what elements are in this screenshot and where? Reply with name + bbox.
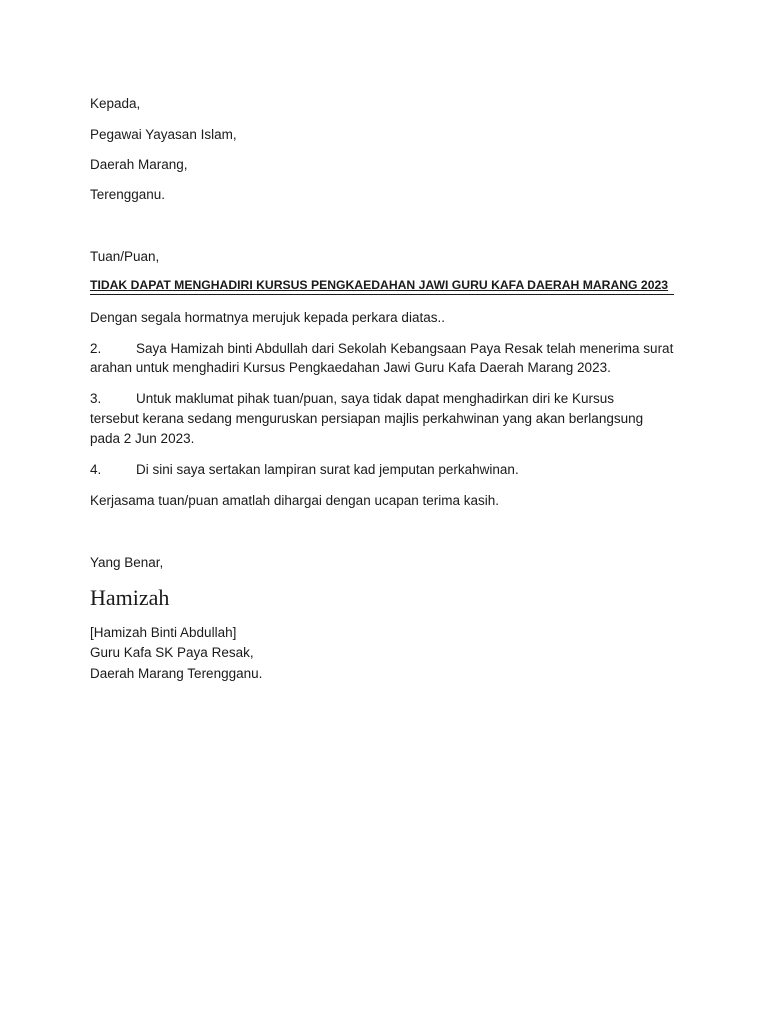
letter-subject-text: TIDAK DAPAT MENGHADIRI KURSUS PENGKAEDAHAN JAWI GURU KAFA DAERAH MARANG 2023 (90, 278, 669, 292)
paragraph-3-rest-2: pada 2 Jun 2023. (90, 431, 195, 446)
signature: Hamizah (90, 585, 170, 610)
paragraph-3-first (90, 389, 614, 409)
paragraph-4-number: 4. (90, 462, 102, 477)
paragraph-2-number: 2. (90, 341, 102, 356)
opening-line: Dengan segala hormatnya merujuk kepada perkara diatas.. (90, 310, 445, 325)
sign-off: Yang Benar, (90, 555, 164, 570)
paragraph-2-first (90, 339, 673, 359)
paragraph-2-rest: arahan untuk menghadiri Kursus Pengkaedahan Jawi Guru Kafa Daerah Marang 2023. (90, 360, 611, 375)
recipient-line-3: Terengganu. (90, 187, 166, 202)
paragraph-4-text: Di sini saya sertakan lampiran surat kad jemputan perkahwinan. (136, 462, 519, 477)
sender-name: [Hamizah Binti Abdullah] (90, 625, 237, 640)
recipient-line-1: Pegawai Yayasan Islam, (90, 127, 237, 142)
recipient-to: Kepada, (90, 96, 141, 111)
paragraph-3-first-text: Untuk maklumat pihak tuan/puan, saya tidak dapat menghadirkan diri ke Kursus (136, 391, 615, 406)
closing-thanks: Kerjasama tuan/puan amatlah dihargai dengan ucapan terima kasih. (90, 493, 500, 508)
sender-location: Daerah Marang Terengganu. (90, 666, 263, 681)
paragraph-3-number: 3. (90, 391, 102, 406)
greeting: Tuan/Puan, (90, 249, 160, 264)
paragraph-3-rest: tersebut kerana sedang menguruskan persiapan majlis perkahwinan yang akan berlangsung (90, 411, 644, 426)
letter-subject (90, 277, 674, 295)
paragraph-2-first-text: Saya Hamizah binti Abdullah dari Sekolah Kebangsaan Paya Resak telah menerima surat (136, 341, 674, 356)
sender-position: Guru Kafa SK Paya Resak, (90, 645, 254, 660)
paragraph-4 (90, 460, 519, 480)
recipient-line-2: Daerah Marang, (90, 157, 188, 172)
